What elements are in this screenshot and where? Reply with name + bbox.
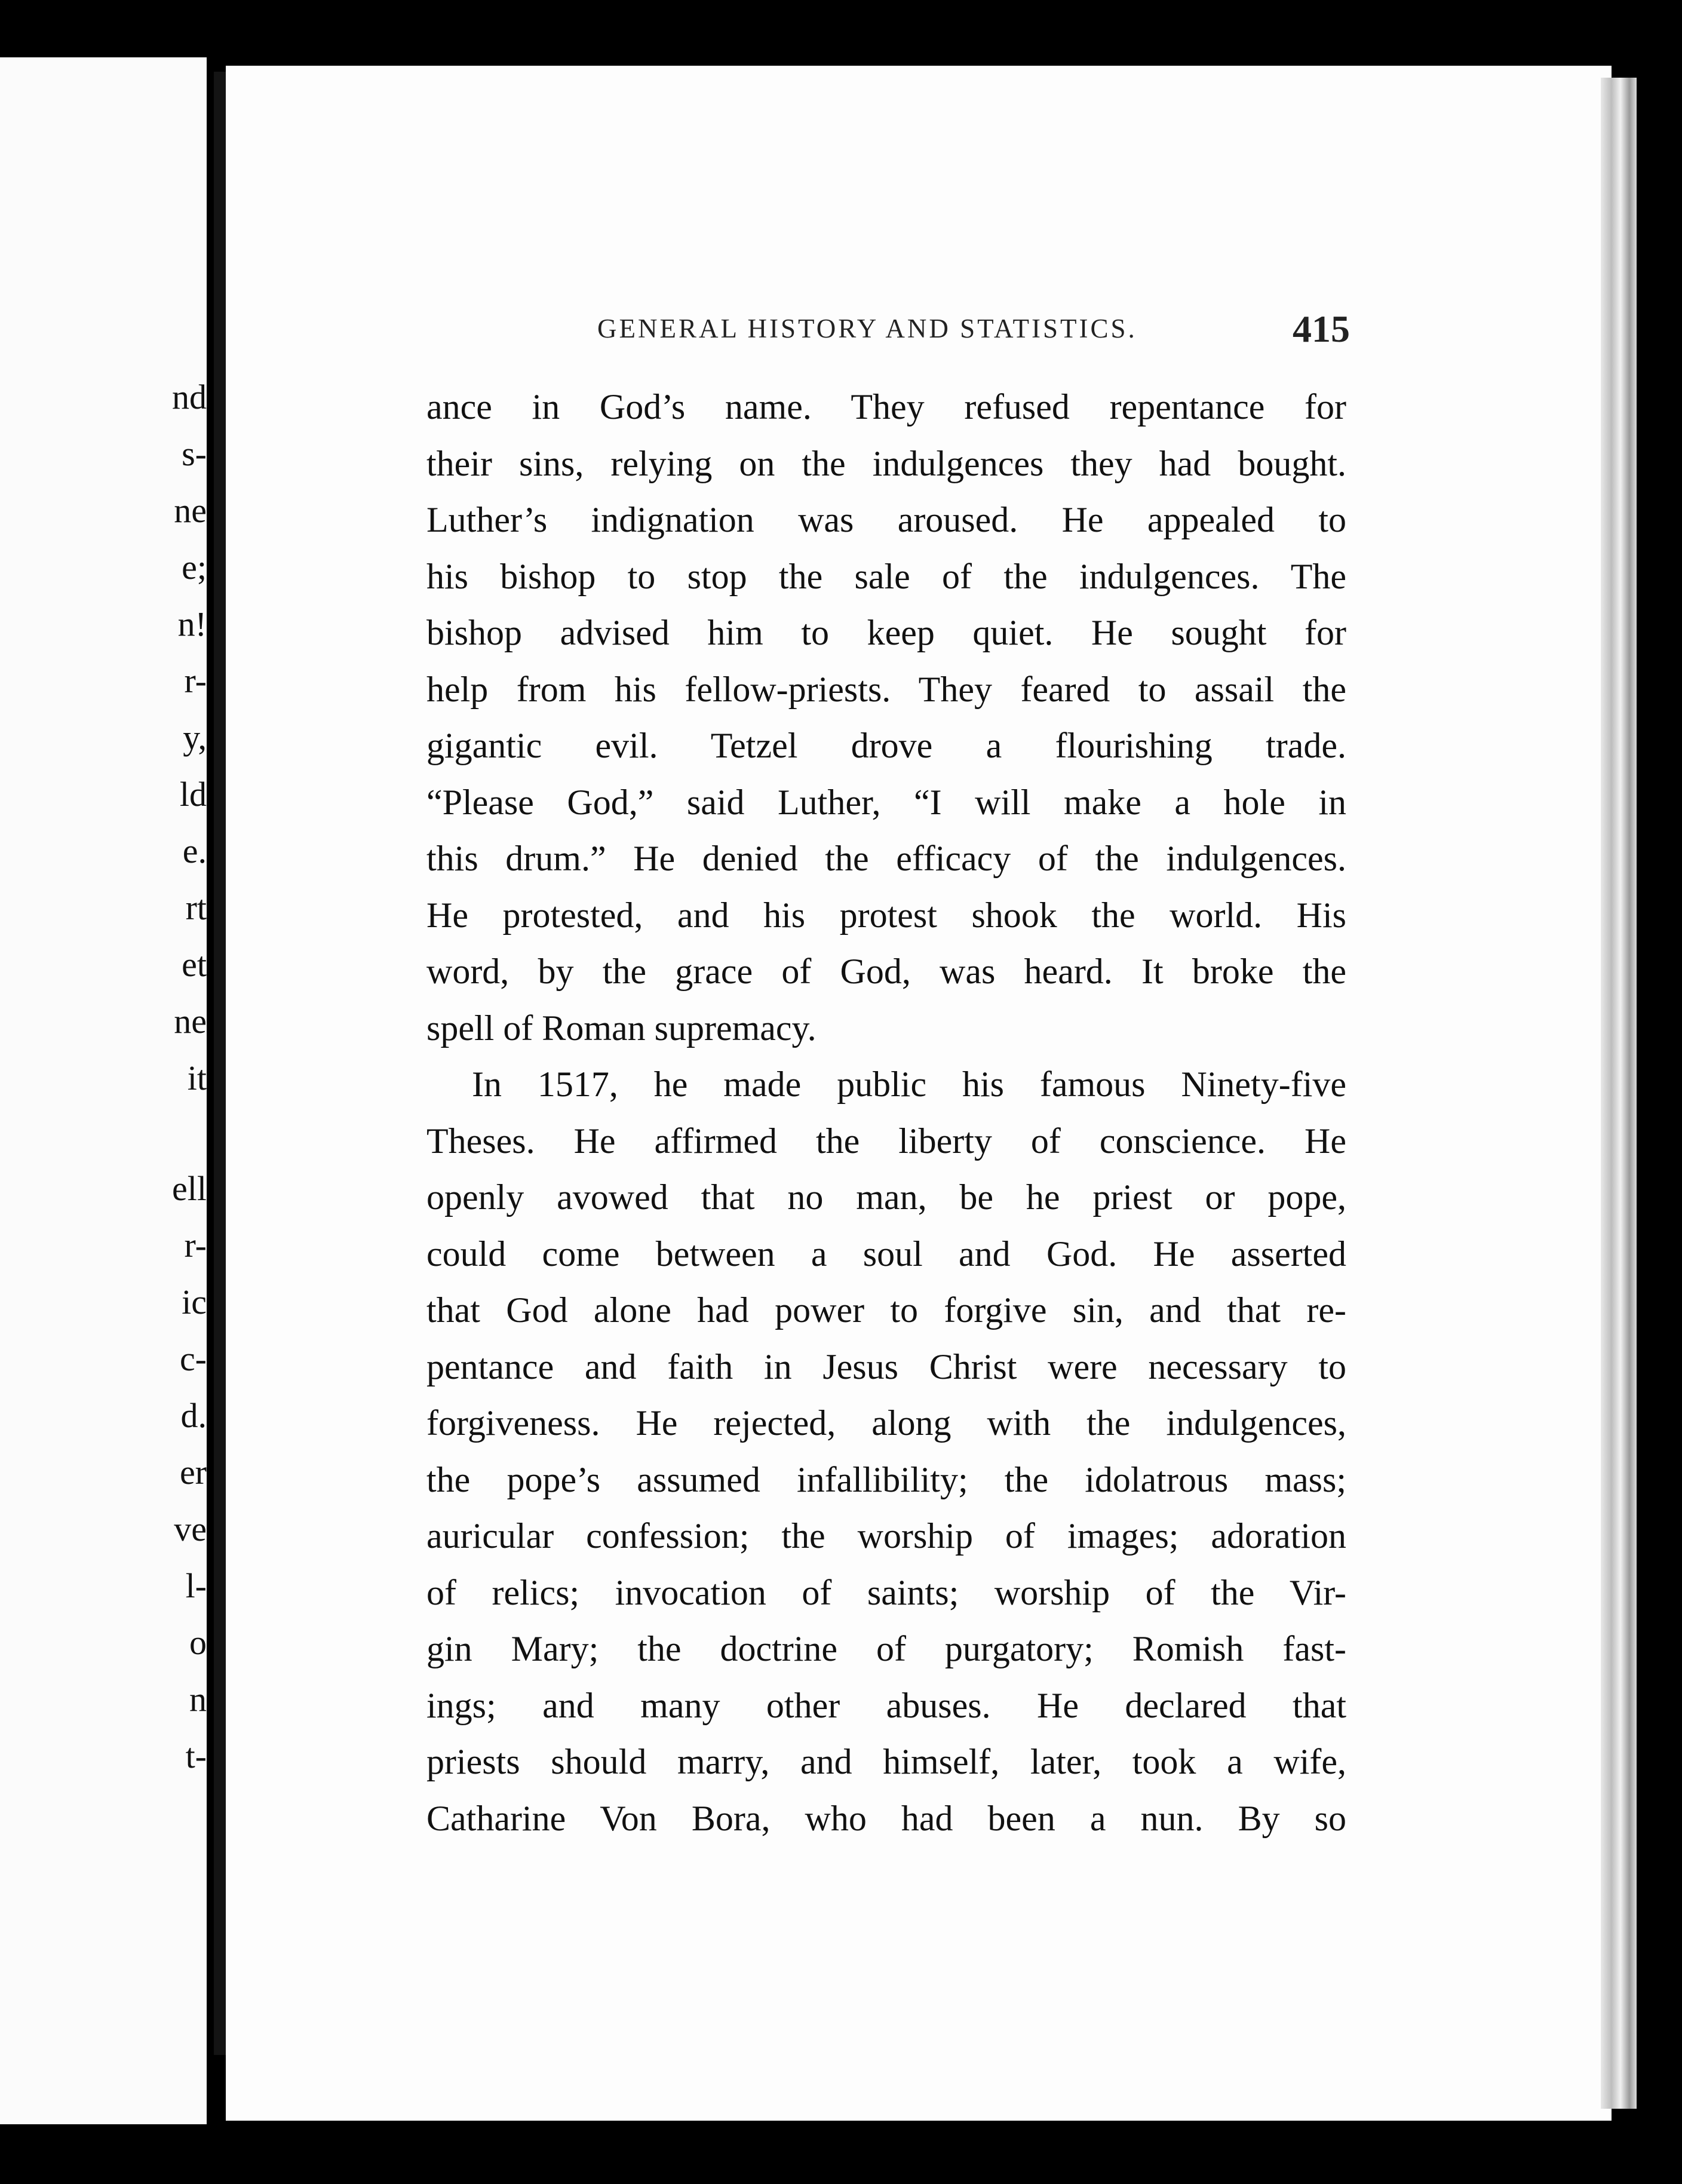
left-page-fragment: e. (182, 832, 207, 870)
text-line: word, by the grace of God, was heard. It broke the (426, 952, 1346, 991)
left-page-fragment: l- (185, 1566, 207, 1605)
left-page-fragment: r- (184, 661, 207, 700)
book-gutter-shadow (214, 72, 226, 2055)
left-page-fragment: d. (180, 1396, 207, 1435)
body-text (426, 379, 1346, 1846)
left-page-fragment: rt (185, 888, 207, 927)
text-line: spell of Roman supremacy. (426, 1008, 817, 1048)
page-number: 415 (1293, 308, 1350, 350)
running-header (597, 308, 1350, 352)
text-line: of relics; invocation of saints; worship of the Vir- (426, 1572, 1346, 1612)
text-line: this drum.” He denied the efficacy of the indulgences. (426, 839, 1346, 878)
page-edge-stack (1601, 78, 1637, 2109)
left-page-fragment: c- (179, 1339, 207, 1378)
text-line: openly avowed that no man, be he priest or pope, (426, 1177, 1346, 1217)
text-line: bishop advised him to keep quiet. He sought for (426, 613, 1346, 652)
text-line: In 1517, he made public his famous Ninety-five (472, 1065, 1346, 1104)
left-page-fragment: ve (174, 1510, 207, 1548)
left-page-fragment: it (187, 1059, 207, 1097)
left-page-fragment: n (189, 1680, 207, 1719)
left-page-fragment: ne (174, 491, 207, 530)
text-line: He protested, and his protest shook the world. His (426, 895, 1346, 935)
running-header-title: GENERAL HISTORY AND STATISTICS. (597, 314, 1137, 343)
text-line: priests should marry, and himself, later, took a wife, (426, 1742, 1346, 1781)
left-page-fragment: s- (182, 434, 207, 473)
left-page-fragment: t- (185, 1737, 207, 1775)
left-page-fragment: y, (183, 718, 207, 757)
text-line: ings; and many other abuses. He declared that (426, 1685, 1346, 1725)
text-line: Luther’s indignation was aroused. He appealed to (426, 500, 1346, 539)
left-page-fragment: n! (177, 605, 207, 643)
text-line: auricular confession; the worship of images; adoration (426, 1516, 1346, 1556)
facing-left-page (0, 57, 207, 2124)
left-page-fragment: e; (182, 548, 207, 587)
text-line: that God alone had power to forgive sin, and that re- (426, 1290, 1346, 1330)
left-page-fragment: o (189, 1623, 207, 1662)
text-line: ance in God’s name. They refused repentance for (426, 387, 1346, 427)
left-page-fragment: ic (182, 1283, 207, 1321)
left-page-fragment: ne (174, 1002, 207, 1041)
text-line: Catharine Von Bora, who had been a nun. By so (426, 1798, 1346, 1838)
left-page-fragment: ell (172, 1169, 207, 1208)
text-line: gin Mary; the doctrine of purgatory; Romish fast- (426, 1629, 1346, 1668)
left-page-fragment: er (179, 1453, 207, 1492)
left-page-fragment: nd (172, 378, 207, 416)
text-line: forgiveness. He rejected, along with the indulgences, (426, 1403, 1346, 1443)
text-line: could come between a soul and God. He asserted (426, 1234, 1346, 1274)
text-line: pentance and faith in Jesus Christ were necessary to (426, 1346, 1346, 1387)
left-page-fragment: ld (179, 775, 207, 814)
text-line: their sins, relying on the indulgences they had bought. (426, 443, 1346, 483)
text-line: Theses. He affirmed the liberty of conscience. He (426, 1121, 1346, 1161)
left-page-fragment: et (182, 945, 207, 984)
text-line: his bishop to stop the sale of the indulgences. The (426, 556, 1346, 596)
text-line: gigantic evil. Tetzel drove a flourishing trade. (426, 726, 1346, 765)
text-line: “Please God,” said Luther, “I will make a hole in (426, 782, 1346, 822)
left-page-fragment: r- (184, 1226, 207, 1265)
text-line: help from his fellow-priests. They feared to assail the (426, 669, 1346, 709)
text-line: the pope’s assumed infallibility; the idolatrous mass; (426, 1459, 1346, 1499)
